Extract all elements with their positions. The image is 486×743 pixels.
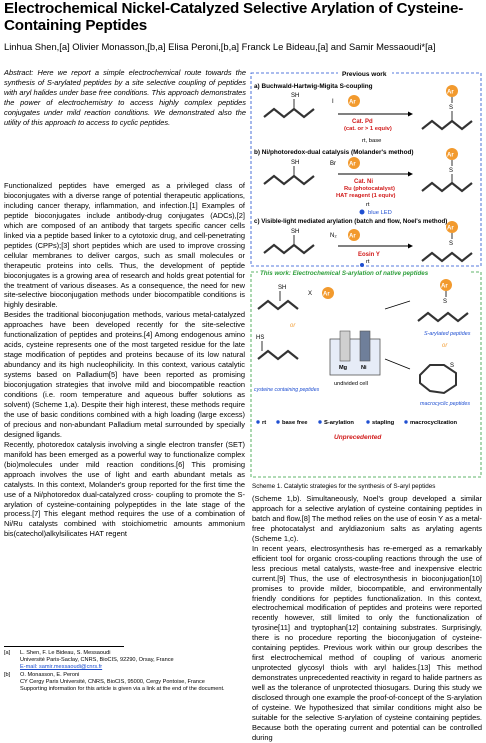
ni-cathode-label: Ni [361, 365, 367, 371]
thiol-label: HS [256, 335, 265, 341]
reaction-arrow-upper [385, 301, 410, 309]
s-arylated-product [418, 279, 468, 321]
bromide-label: Br [330, 161, 336, 167]
feature-item: rt [262, 420, 267, 426]
conditions-a: rt, base [362, 138, 382, 144]
mg-anode-label: Mg [339, 365, 348, 371]
or-label: or [442, 343, 448, 349]
catalyst-loading: (cat. or > 1 equiv) [344, 126, 392, 132]
abstract: Abstract: Here we report a simple electrochemical route towards the synthesis of S-arylated peptides by a site selective coupling of peptides with aryl halides under base free conditions. This approach demonstrates the power of electrochemistry to access highly complex peptides conjugates under mild reaction conditions. We demonstrated also the utility of this approach to access to cyclic peptides. [4, 68, 246, 127]
author-list: Linhua Shen,[a] Olivier Monasson,[b,a] Elisa Peroni,[b,a] Franck Le Bideau,[a] and Samir Messaoudi*[a] [4, 41, 436, 52]
thiol-label: SH [291, 229, 300, 235]
footnotes [4, 650, 245, 693]
macrocycle-product [420, 363, 456, 393]
sulfur-label: S [449, 105, 454, 111]
light-bulb-icon [360, 210, 365, 215]
aryl-label: Ar [447, 152, 454, 159]
arrow-head [408, 244, 413, 249]
footnote-line: L. Shen, F. Le Bideau, S. Messaoudi [20, 650, 111, 656]
product-a [422, 85, 472, 129]
macrocyclic-label: macrocyclic peptides [420, 401, 471, 407]
right-column-body [252, 494, 482, 743]
aryl-label: Ar [447, 89, 454, 96]
s-arylated-label: S-arylated peptides [424, 331, 471, 337]
thiol-label: SH [291, 160, 300, 166]
thiol-label: SH [291, 93, 300, 99]
left-column-body [4, 181, 245, 539]
photocatalyst-ru: Ru (photocatalyst) [344, 186, 395, 192]
light-bulb-icon [360, 263, 364, 267]
footnote-line: O. Monasson, E. Peroni [20, 671, 80, 678]
footnote-line: Université Paris-Saclay, CNRS, BioCIS, 92290, Orsay, France [20, 657, 174, 664]
method-c-label: c) Visible-light mediated arylation (batch and flow, Noel's method) [254, 218, 448, 225]
undivided-cell-label: undivided cell [334, 381, 368, 387]
feature-item: base free [282, 420, 308, 426]
footnote-line: CY Cergy Paris Université, CNRS, BioCIS, 95000, Cergy Pontoise, France [20, 678, 205, 685]
product-c [422, 221, 472, 261]
blue-led-label: blue LED [368, 210, 392, 216]
footnote-key [4, 686, 20, 693]
feature-item: S-arylation [324, 420, 354, 426]
footnote [4, 650, 245, 672]
footnote [4, 672, 245, 686]
feature-list [256, 420, 457, 426]
method-b-label: b) Ni/photoredox-dual catalysis (Molander's method) [254, 149, 414, 156]
scheme-figure [250, 69, 482, 479]
aryl-label: Ar [323, 291, 330, 298]
peptide-chain-a [264, 93, 314, 117]
catalyst-pd: Cat. Pd [352, 119, 373, 125]
aryl-label: Ar [349, 233, 356, 240]
paragraph: In recent years, electrosynthesis has re-emerged as a remarkably efficient tool for organic cross-coupling reactions through the use of less precious metal catalysts, waste-free and inexpensive electric current.[9] Thus, the use of electrosynthesis in bioconjugation[10] promises to provide milder, biocompatible, and environmentally friendly conditions for peptides functionalization. In this context, electrochemical modification of peptides and proteins were reported recently however, still limited to only the functionalization of tyrosine[11] and tryptophan[12] containing substrates. Surprisingly, there is no procedure reporting the bioconjugation of cysteine-containing peptides. Previous work within our group describes the first electrochemical method of coupling of various anomeric unprotected glycosyl thiols with aryl halides.[13] This method demonstrates unprecedented reactivity in regard to halide partners as well as the tolerance of unprotected thiosugars. During this study we disclosed through one example the proof-of-concept of the S-arylation of cysteine. We hypothesized that similar conditions might also be suitable for the selective S-arylation of cysteine containing peptides. Because both the operating current and potential can be controlled during [252, 543, 482, 742]
diazonium-label: N₂ [330, 233, 337, 239]
previous-work-frame [251, 73, 481, 266]
aryl-label: Ar [349, 161, 356, 168]
previous-work-label: Previous work [342, 71, 387, 78]
aryl-label: Ar [349, 99, 356, 106]
dithiol-peptide [256, 335, 298, 359]
arrow-head [408, 172, 413, 177]
footnote-key: [b] [4, 671, 11, 678]
aryl-label: Ar [447, 225, 454, 232]
feature-item: stapling [372, 420, 395, 426]
sulfur-label: S [449, 241, 454, 247]
scheme-caption: Scheme 1. Catalytic strategies for the synthesis of S-aryl peptides [252, 483, 436, 490]
sulfur-label: S [443, 299, 448, 305]
conditions-rt: rt [366, 259, 370, 265]
thiol-label: SH [278, 285, 287, 291]
catalyst-ni: Cat. Ni [354, 179, 374, 185]
aryl-label: Ar [441, 283, 448, 290]
sulfur-label: S [450, 363, 455, 369]
footnote [4, 686, 245, 693]
paragraph: Recently, photoredox catalysis involving a single electron transfer (SET) manifold has been emerged as a powerful way to functionalize complex (bio)molecules under mild reaction conditions.[6] This promising approach involves the use of light and earth abundant metals as catalysts. In this context, Molander's group reported for the first time the use of a Ni/photoredox dual-catalyzed cross- coupling to promote the S-arylation of cysteine-containing polypeptides in the late stage of the process.[7] This elegant method requires the use of a combination of Ni/Ru catalysts combined with stoichiometric amounts ammonium bis(catechol)alkylsilicates HAT regent [4, 439, 245, 539]
email-link[interactable]: E-mail: samir.messaoudi@cnrs.fr [20, 664, 103, 671]
this-work-label: This work: Electrochemical S-arylation of native peptides [260, 270, 429, 277]
hat-reagent: HAT reagent (1 equiv) [336, 193, 396, 199]
feature-item: macrocyclization [410, 420, 458, 426]
footnote-key: [a] [4, 650, 11, 656]
product-b [422, 148, 472, 191]
sulfur-label: S [449, 168, 454, 174]
paragraph: Besides the traditional bioconjugation methods, various metal-catalyzed approaches have been developed recently for the site-selective functionalization of peptides and proteins.[4] Among endogenous amino acids, cysteine represents one of the most targeted residue for the late stage modification of peptides and proteins because of its low natural abundancy and its high nucleophilicity. In this context, various catalytic systems based on Palladium[5] have been reported as promising bioconjugation strategies that involve mild and biocompatible reaction conditions (i.e. room temperature and aqueous buffer solutions as solvent) (Scheme 1,a). Despite their high interest, these methods require the use of basic conditions combined with a high loading (large excess) of precious and non-abundant Palladium metal surrounded by specially designed ligands. [4, 310, 245, 439]
peptide-chain-c [264, 229, 314, 253]
cysteine-peptides-label: cysteine containing peptides [254, 387, 320, 393]
arrow-head [408, 112, 413, 117]
conditions-rt: rt [366, 202, 370, 208]
unprecedented-label: Unprecedented [334, 434, 382, 441]
reaction-arrow-lower [385, 359, 410, 369]
catalyst-eosin: Eosin Y [358, 252, 380, 258]
footnote-line: Supporting information for this article is given via a link at the end of the document. [20, 686, 225, 693]
paper-title: Electrochemical Nickel-Catalyzed Selective Arylation of Cysteine-Containing Peptides [4, 0, 464, 34]
peptide-chain-this-work [258, 285, 298, 309]
paragraph: Functionalized peptides have emerged as a privileged class of bioconjugates with a diverse range of potential therapeutic applications, including cancer therapy, inflammation, and infection.[1] Examples of peptide bioconjugates include antibody-drug conjugates (ADCs),[2] which are composed of an antibody that targets specific cancer cells linked via a peptide based linker to a cytotoxic drug, and cell-penetrating peptides (CPPs);[3] short peptides which are used to improve crossing cellular membranes to deliver cargos, such as small molecules or therapeutic proteins into cells. Thus, the development of peptide bioconjugates is a growing area of research and holds great potential for the treatment of various diseases. As a consequence, the need for new site-selective bioconjugation methods under biocompatible conditions is highly desirable. [4, 181, 245, 310]
method-a-label: a) Buchwald-Hartwig-Migita S-coupling [254, 83, 373, 90]
halide-label: X [308, 291, 313, 297]
peptide-chain-b [264, 160, 314, 184]
electrochemical-cell [330, 331, 380, 387]
or-label: or [290, 323, 296, 329]
footnote-divider [4, 646, 124, 647]
iodide-label: I [332, 99, 334, 105]
paragraph: (Scheme 1,b). Simultaneously, Noel's group developed a similar approach for a selective arylation of cysteine containing peptides in batch and flow.[8] The method relies on the use of eosin Y as a metal-free photocatalyst and aryldiazonium salts as arylating agents (Scheme 1,c). [252, 494, 482, 543]
